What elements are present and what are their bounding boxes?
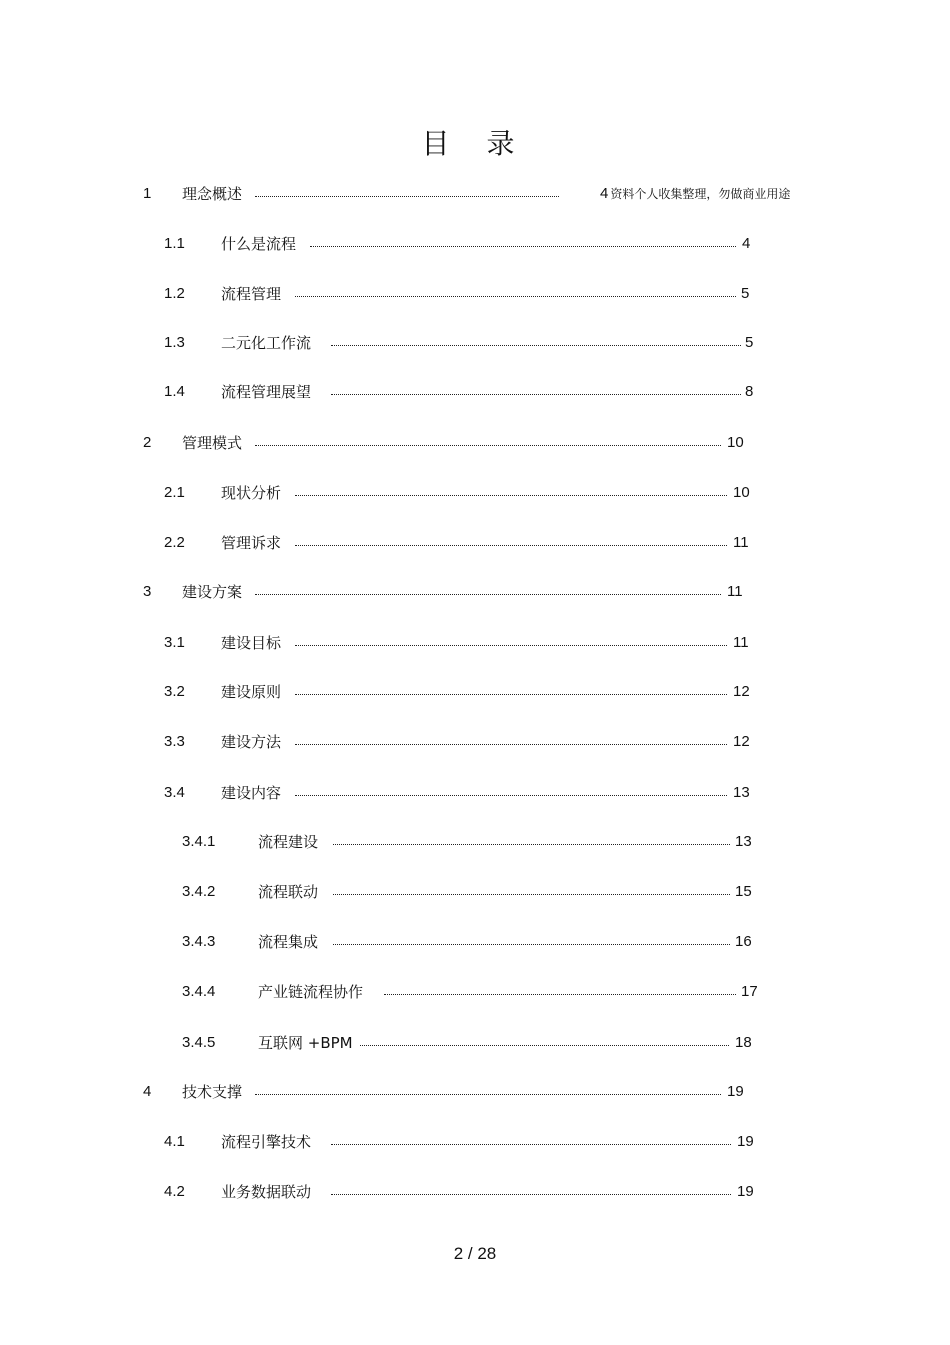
toc-label: 管理诉求 [221, 533, 282, 552]
toc-leader [331, 394, 741, 395]
toc-number: 2 [143, 433, 152, 451]
toc-number: 3.4.4 [182, 982, 216, 1000]
toc-page: 4 [742, 234, 751, 252]
toc-page: 5 [741, 284, 750, 302]
toc-page: 11 [733, 533, 749, 551]
toc-leader [255, 196, 559, 197]
toc-label: 现状分析 [221, 483, 282, 502]
toc-number: 3.4.2 [182, 882, 216, 900]
toc-page: 11 [727, 582, 743, 600]
toc-number: 3.2 [164, 682, 185, 700]
toc-label: 产业链流程协作 [258, 982, 364, 1001]
toc-label: 建设方案 [182, 582, 243, 601]
toc-leader [295, 296, 736, 297]
toc-number: 1.2 [164, 284, 185, 302]
toc-page: 13 [735, 832, 752, 850]
toc-number: 2.2 [164, 533, 185, 551]
toc-number: 3.3 [164, 732, 185, 750]
toc-number: 2.1 [164, 483, 185, 501]
toc-page: 12 [733, 682, 750, 700]
toc-label: 互联网 +BPM [258, 1033, 353, 1052]
toc-entry[interactable] [164, 680, 764, 702]
toc-label: 流程管理 [221, 284, 282, 303]
toc-number: 4.1 [164, 1132, 185, 1150]
toc-leader [295, 744, 727, 745]
toc-number: 1.3 [164, 333, 185, 351]
toc-entry[interactable] [143, 431, 763, 453]
toc-entry[interactable] [164, 331, 764, 353]
toc-leader [384, 994, 736, 995]
toc-label: 管理模式 [182, 433, 243, 452]
toc-entry[interactable] [164, 531, 764, 553]
toc-number: 3.4 [164, 783, 185, 801]
toc-entry[interactable] [164, 232, 764, 254]
toc-entry[interactable] [182, 980, 782, 1002]
toc-page: 19 [737, 1182, 754, 1200]
toc-label: 流程建设 [258, 832, 319, 851]
toc-page: 18 [735, 1033, 752, 1051]
toc-number: 1.1 [164, 234, 185, 252]
toc-leader [331, 1194, 731, 1195]
toc-label: 建设内容 [221, 783, 282, 802]
toc-label: 流程联动 [258, 882, 319, 901]
toc-leader [295, 495, 727, 496]
toc-page: 19 [737, 1132, 754, 1150]
toc-entry[interactable] [164, 481, 764, 503]
toc-entry[interactable] [164, 1130, 764, 1152]
toc-leader [360, 1045, 729, 1046]
toc-entry[interactable] [164, 730, 764, 752]
page-title: 目 录 [421, 127, 529, 160]
toc-label: 什么是流程 [221, 234, 297, 253]
toc-leader [310, 246, 736, 247]
toc-leader [295, 645, 727, 646]
toc-number: 4.2 [164, 1182, 185, 1200]
toc-leader [331, 345, 741, 346]
toc-label: 流程管理展望 [221, 382, 312, 401]
toc-number: 3 [143, 582, 152, 600]
toc-number: 3.4.3 [182, 932, 216, 950]
toc-number: 3.4.1 [182, 832, 216, 850]
toc-page: 19 [727, 1082, 744, 1100]
toc-leader [333, 894, 730, 895]
toc-page: 12 [733, 732, 750, 750]
toc-number: 4 [143, 1082, 152, 1100]
toc-page: 10 [733, 483, 750, 501]
toc-leader [333, 844, 730, 845]
toc-label: 理念概述 [182, 184, 243, 203]
toc-leader [333, 944, 730, 945]
toc-entry[interactable] [143, 1080, 763, 1102]
toc-leader [255, 1094, 721, 1095]
toc-note: 资料个人收集整理，勿做商业用途 [610, 186, 791, 201]
toc-entry[interactable] [164, 1180, 764, 1202]
toc-entry[interactable] [143, 580, 763, 602]
toc-page: 17 [741, 982, 758, 1000]
toc-label: 建设方法 [221, 732, 282, 751]
toc-entry[interactable] [164, 282, 764, 304]
toc-entry[interactable] [143, 182, 823, 204]
toc-page [600, 185, 790, 202]
toc-leader [295, 795, 727, 796]
toc-page: 16 [735, 932, 752, 950]
toc-leader [255, 445, 721, 446]
toc-label: 技术支撑 [182, 1082, 243, 1101]
toc-page: 11 [733, 633, 749, 651]
toc-label: 流程引擎技术 [221, 1132, 312, 1151]
toc-label: 流程集成 [258, 932, 319, 951]
toc-label: 建设目标 [221, 633, 282, 652]
toc-entry[interactable] [182, 880, 782, 902]
toc-entry[interactable] [182, 930, 782, 952]
toc-page: 15 [735, 882, 752, 900]
toc-label: 业务数据联动 [221, 1182, 312, 1201]
toc-label: 建设原则 [221, 682, 282, 701]
toc-label: 二元化工作流 [221, 333, 312, 352]
toc-number: 1.4 [164, 382, 185, 400]
toc-page: 10 [727, 433, 744, 451]
toc-entry[interactable] [182, 830, 782, 852]
toc-page: 8 [745, 382, 754, 400]
toc-entry[interactable] [164, 781, 764, 803]
toc-leader [331, 1144, 731, 1145]
toc-number: 3.4.5 [182, 1033, 216, 1051]
toc-leader [295, 694, 727, 695]
toc-page-number: 4 [600, 184, 609, 202]
page-indicator: 2 / 28 [453, 1244, 497, 1263]
toc-page: 13 [733, 783, 750, 801]
toc-number: 1 [143, 184, 152, 202]
toc-number: 3.1 [164, 633, 185, 651]
toc-entry[interactable] [164, 631, 764, 653]
toc-leader [255, 594, 721, 595]
toc-entry[interactable] [164, 380, 764, 402]
toc-leader [295, 545, 727, 546]
toc-entry[interactable] [182, 1031, 782, 1053]
toc-page: 5 [745, 333, 754, 351]
